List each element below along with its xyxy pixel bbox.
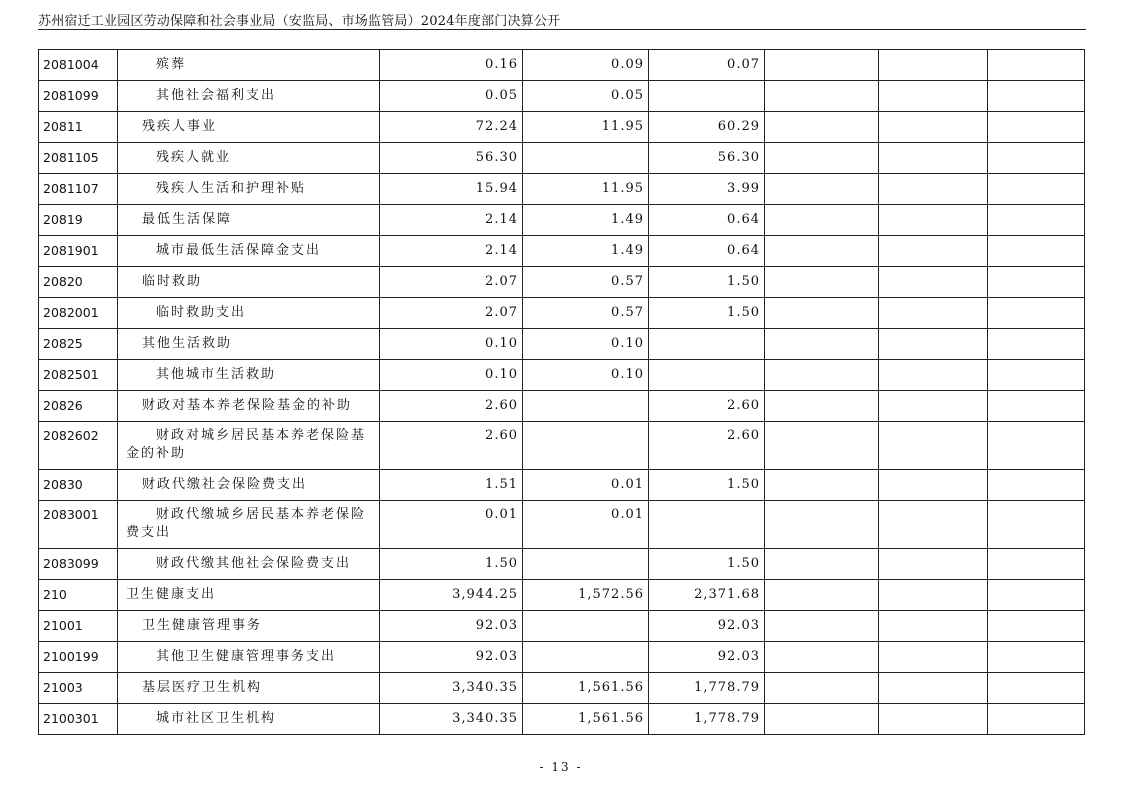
row-name-cell: 其他生活救助: [118, 329, 380, 360]
row-empty-cell: [988, 267, 1085, 298]
row-empty-cell: [988, 501, 1085, 549]
table-row: [39, 470, 1085, 501]
row-basic-cell: 1.49: [523, 205, 649, 236]
row-empty-cell: [988, 673, 1085, 704]
row-empty-cell: [879, 81, 988, 112]
row-empty-cell: [879, 267, 988, 298]
row-empty-cell: [765, 112, 879, 143]
row-name-cell: 临时救助: [118, 267, 380, 298]
row-total-cell: 0.10: [380, 329, 523, 360]
row-project-cell: [649, 360, 765, 391]
row-total-cell: 2.60: [380, 422, 523, 470]
row-basic-cell: 0.05: [523, 81, 649, 112]
table-row: [39, 205, 1085, 236]
row-empty-cell: [879, 360, 988, 391]
row-basic-cell: 1,572.56: [523, 580, 649, 611]
row-total-cell: 0.05: [380, 81, 523, 112]
table-row: [39, 673, 1085, 704]
row-project-cell: 56.30: [649, 143, 765, 174]
row-name-cell: 基层医疗卫生机构: [118, 673, 380, 704]
row-total-cell: 92.03: [380, 642, 523, 673]
row-project-cell: 0.07: [649, 50, 765, 81]
table-row: [39, 501, 1085, 549]
row-empty-cell: [765, 329, 879, 360]
row-project-cell: 92.03: [649, 611, 765, 642]
row-project-cell: 2.60: [649, 391, 765, 422]
row-empty-cell: [988, 580, 1085, 611]
table-row: [39, 422, 1085, 470]
row-empty-cell: [765, 391, 879, 422]
row-name-cell: 卫生健康管理事务: [118, 611, 380, 642]
row-code-cell: 2083099: [39, 549, 118, 580]
table-row: [39, 549, 1085, 580]
row-project-cell: 2,371.68: [649, 580, 765, 611]
row-basic-cell: [523, 611, 649, 642]
row-empty-cell: [879, 704, 988, 735]
row-project-cell: 1.50: [649, 267, 765, 298]
row-total-cell: 2.07: [380, 267, 523, 298]
row-code-cell: 21001: [39, 611, 118, 642]
row-code-cell: 2082001: [39, 298, 118, 329]
row-basic-cell: 1,561.56: [523, 673, 649, 704]
row-empty-cell: [879, 470, 988, 501]
row-basic-cell: 11.95: [523, 174, 649, 205]
row-basic-cell: [523, 143, 649, 174]
row-code-cell: 2081004: [39, 50, 118, 81]
row-basic-cell: 1,561.56: [523, 704, 649, 735]
row-empty-cell: [879, 580, 988, 611]
row-basic-cell: 0.01: [523, 501, 649, 549]
row-empty-cell: [988, 50, 1085, 81]
row-name-cell: 财政代缴社会保险费支出: [118, 470, 380, 501]
row-empty-cell: [988, 704, 1085, 735]
row-empty-cell: [988, 391, 1085, 422]
row-basic-cell: 0.10: [523, 329, 649, 360]
row-code-cell: 2081901: [39, 236, 118, 267]
row-project-cell: 0.64: [649, 236, 765, 267]
row-empty-cell: [988, 81, 1085, 112]
row-basic-cell: 0.57: [523, 298, 649, 329]
row-code-cell: 2083001: [39, 501, 118, 549]
row-empty-cell: [879, 391, 988, 422]
row-code-cell: 20819: [39, 205, 118, 236]
row-empty-cell: [988, 360, 1085, 391]
row-total-cell: 2.07: [380, 298, 523, 329]
row-name-cell: 城市最低生活保障金支出: [118, 236, 380, 267]
table-row: [39, 267, 1085, 298]
row-empty-cell: [765, 501, 879, 549]
row-empty-cell: [765, 549, 879, 580]
row-project-cell: [649, 501, 765, 549]
row-empty-cell: [988, 298, 1085, 329]
row-name-cell: 财政对基本养老保险基金的补助: [118, 391, 380, 422]
table-row: [39, 580, 1085, 611]
row-basic-cell: [523, 422, 649, 470]
row-basic-cell: [523, 391, 649, 422]
row-empty-cell: [988, 143, 1085, 174]
row-empty-cell: [879, 50, 988, 81]
row-empty-cell: [765, 205, 879, 236]
row-total-cell: 3,340.35: [380, 673, 523, 704]
row-empty-cell: [988, 174, 1085, 205]
row-code-cell: 20826: [39, 391, 118, 422]
row-name-cell: 殡葬: [118, 50, 380, 81]
row-total-cell: 2.14: [380, 205, 523, 236]
row-name-cell: 最低生活保障: [118, 205, 380, 236]
row-empty-cell: [879, 143, 988, 174]
row-total-cell: 3,340.35: [380, 704, 523, 735]
row-empty-cell: [765, 470, 879, 501]
row-name-cell: 财政代缴其他社会保险费支出: [118, 549, 380, 580]
table-row: [39, 81, 1085, 112]
row-basic-cell: 0.01: [523, 470, 649, 501]
row-total-cell: 92.03: [380, 611, 523, 642]
row-basic-cell: 0.09: [523, 50, 649, 81]
row-name-cell: 残疾人生活和护理补贴: [118, 174, 380, 205]
row-basic-cell: 1.49: [523, 236, 649, 267]
row-empty-cell: [879, 236, 988, 267]
row-name-cell: 财政代缴城乡居民基本养老保险费支出: [118, 501, 380, 549]
row-code-cell: 2082501: [39, 360, 118, 391]
row-code-cell: 2082602: [39, 422, 118, 470]
expenditure-table: [38, 49, 1085, 735]
row-total-cell: 2.14: [380, 236, 523, 267]
row-name-cell: 其他城市生活救助: [118, 360, 380, 391]
row-empty-cell: [988, 611, 1085, 642]
row-total-cell: 56.30: [380, 143, 523, 174]
row-name-cell: 临时救助支出: [118, 298, 380, 329]
row-empty-cell: [988, 549, 1085, 580]
row-code-cell: 2081107: [39, 174, 118, 205]
row-empty-cell: [988, 236, 1085, 267]
table-row: [39, 112, 1085, 143]
row-empty-cell: [879, 298, 988, 329]
row-project-cell: [649, 81, 765, 112]
row-total-cell: 1.50: [380, 549, 523, 580]
row-empty-cell: [765, 580, 879, 611]
row-project-cell: 1.50: [649, 298, 765, 329]
table-row: [39, 236, 1085, 267]
row-name-cell: 残疾人事业: [118, 112, 380, 143]
row-project-cell: 60.29: [649, 112, 765, 143]
row-project-cell: 92.03: [649, 642, 765, 673]
row-empty-cell: [988, 329, 1085, 360]
row-project-cell: 2.60: [649, 422, 765, 470]
row-total-cell: 15.94: [380, 174, 523, 205]
row-code-cell: 2100199: [39, 642, 118, 673]
row-project-cell: 3.99: [649, 174, 765, 205]
row-code-cell: 21003: [39, 673, 118, 704]
row-empty-cell: [765, 267, 879, 298]
row-total-cell: 0.16: [380, 50, 523, 81]
row-name-cell: 财政对城乡居民基本养老保险基金的补助: [118, 422, 380, 470]
row-project-cell: 1,778.79: [649, 704, 765, 735]
row-empty-cell: [988, 205, 1085, 236]
table-row: [39, 642, 1085, 673]
row-total-cell: 72.24: [380, 112, 523, 143]
row-empty-cell: [988, 422, 1085, 470]
row-empty-cell: [988, 470, 1085, 501]
row-total-cell: 1.51: [380, 470, 523, 501]
row-basic-cell: 11.95: [523, 112, 649, 143]
row-empty-cell: [879, 611, 988, 642]
row-empty-cell: [765, 50, 879, 81]
page-header-title: 苏州宿迁工业园区劳动保障和社会事业局（安监局、市场监管局）2024年度部门决算公开: [38, 14, 561, 29]
table-row: [39, 174, 1085, 205]
row-total-cell: 3,944.25: [380, 580, 523, 611]
row-code-cell: 20825: [39, 329, 118, 360]
row-empty-cell: [765, 174, 879, 205]
row-empty-cell: [879, 174, 988, 205]
row-empty-cell: [879, 112, 988, 143]
row-basic-cell: [523, 642, 649, 673]
row-code-cell: 2081099: [39, 81, 118, 112]
row-total-cell: 0.01: [380, 501, 523, 549]
row-basic-cell: 0.10: [523, 360, 649, 391]
table-row: [39, 360, 1085, 391]
table-row: [39, 704, 1085, 735]
row-empty-cell: [765, 642, 879, 673]
table-row: [39, 298, 1085, 329]
row-project-cell: 1,778.79: [649, 673, 765, 704]
page-number: - 13 -: [539, 760, 583, 774]
row-name-cell: 城市社区卫生机构: [118, 704, 380, 735]
table-row: [39, 391, 1085, 422]
row-name-cell: 卫生健康支出: [118, 580, 380, 611]
row-total-cell: 0.10: [380, 360, 523, 391]
row-empty-cell: [765, 422, 879, 470]
table-row: [39, 143, 1085, 174]
table-row: [39, 329, 1085, 360]
row-total-cell: 2.60: [380, 391, 523, 422]
row-empty-cell: [879, 422, 988, 470]
row-project-cell: 1.50: [649, 549, 765, 580]
row-empty-cell: [879, 673, 988, 704]
row-project-cell: [649, 329, 765, 360]
row-empty-cell: [988, 642, 1085, 673]
row-code-cell: 2100301: [39, 704, 118, 735]
row-code-cell: 2081105: [39, 143, 118, 174]
row-empty-cell: [765, 298, 879, 329]
row-empty-cell: [879, 549, 988, 580]
row-empty-cell: [765, 360, 879, 391]
row-code-cell: 210: [39, 580, 118, 611]
row-basic-cell: 0.57: [523, 267, 649, 298]
row-code-cell: 20820: [39, 267, 118, 298]
row-basic-cell: [523, 549, 649, 580]
header-divider: [38, 29, 1086, 30]
row-name-cell: 残疾人就业: [118, 143, 380, 174]
row-name-cell: 其他卫生健康管理事务支出: [118, 642, 380, 673]
row-empty-cell: [879, 205, 988, 236]
row-code-cell: 20830: [39, 470, 118, 501]
row-empty-cell: [765, 236, 879, 267]
row-empty-cell: [765, 143, 879, 174]
row-code-cell: 20811: [39, 112, 118, 143]
table-row: [39, 50, 1085, 81]
row-name-cell: 其他社会福利支出: [118, 81, 380, 112]
row-empty-cell: [879, 642, 988, 673]
row-empty-cell: [879, 329, 988, 360]
row-empty-cell: [765, 611, 879, 642]
row-empty-cell: [765, 673, 879, 704]
table-body: [39, 50, 1085, 735]
row-empty-cell: [765, 81, 879, 112]
row-empty-cell: [765, 704, 879, 735]
row-empty-cell: [988, 112, 1085, 143]
table-row: [39, 611, 1085, 642]
row-project-cell: 0.64: [649, 205, 765, 236]
row-project-cell: 1.50: [649, 470, 765, 501]
row-empty-cell: [879, 501, 988, 549]
